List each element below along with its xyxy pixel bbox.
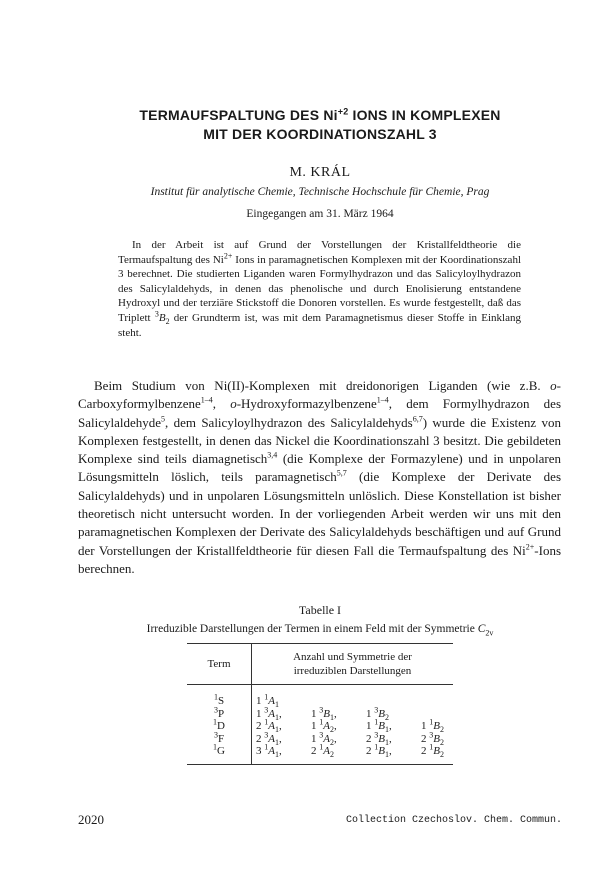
abstract-paragraph: In der Arbeit ist auf Grund der Vorstellungen der Kristallfeldtheorie die Termaufspaltung des $Ni^{2+}$ Ions in paramagnetischen Komplexen mit der Koordinationszahl 3 berechnet. Die studierten Liganden waren Formylhydrazon und das Salicyloylhydrazon des Salicylaldehyds, in denen das phenolische und durch Enolisierung entstandene Hydroxyl und der terziäre Stickstoff die Donoren vorstellen. Es wurde festgestellt, daß das Triplett $^3B_2$ der Grundterm ist, was mit dem Paramagnetismus dieser Stoffe in Einklang steht. <box>118 239 521 339</box>
table-spacer-row <box>187 685 453 696</box>
irreducible-representation: 1 $^1B_1$, <box>366 717 392 735</box>
irreducible-representation: 2 $^3B_2$ <box>421 729 444 747</box>
column-header-representations: Anzahl und Symmetrie der irreduziblen Darstellungen <box>252 644 454 685</box>
irreducible-representation: 1 $^3A_2$, <box>311 729 337 747</box>
term-cell: $^3$P <box>187 708 252 721</box>
table-row <box>187 745 453 764</box>
irreducible-representation: 1 $^3A_1$, <box>256 704 282 722</box>
title-line-2: MIT DER KOORDINATIONSZAHL 3 <box>203 126 437 142</box>
representations-cell <box>252 742 454 764</box>
representations-cell <box>252 704 454 722</box>
term-cell: $^1$S <box>187 695 252 708</box>
author: M. KRÁL <box>289 165 351 180</box>
irreducible-representation: 1 $^3B_1$, <box>311 704 337 722</box>
irreducible-representation: 2 $^1B_2$ <box>421 742 444 760</box>
table-title: Tabelle I <box>298 603 342 617</box>
title-line-1: TERMAUFSPALTUNG DES $Ni^{+2}$ IONS IN KOMPLEXEN <box>139 106 501 123</box>
term-cell: $^1$D <box>187 720 252 733</box>
irreducible-representation: 1 $^1A_1$ <box>256 692 279 710</box>
irreducible-representation: 2 $^1B_1$, <box>366 742 392 760</box>
term-cell: $^1$G <box>187 745 252 764</box>
article-title <box>60 106 580 144</box>
irreducible-representation: 2 $^3A_1$, <box>256 729 282 747</box>
representations-cell <box>252 717 454 735</box>
representations-cell <box>252 729 454 747</box>
irreducible-representation: 3 $^1A_1$, <box>256 742 282 760</box>
irreducible-representation: 1 $^1A_2$, <box>311 717 337 735</box>
term-cell: $^3$F <box>187 733 252 746</box>
affiliation: Institut für analytische Chemie, Technische Hochschule für Chemie, Prag <box>150 186 490 198</box>
representations-cell <box>252 692 454 710</box>
table-header-row <box>187 644 453 685</box>
irreducible-representation: 1 $^3B_2$ <box>366 704 389 722</box>
body-paragraph: Beim Studium von Ni(II)-Komplexen mit dreidonorigen Liganden (wie z.B. o-Carboxyformylbenzene$^{1-4}$, o-Hydroxyformazylbenzene$^{1-4}$, dem Formylhydrazon des Salicylaldehyde$^5$, dem Salicyloylhydrazon des Salicylaldehyds$^{6,7}$) wurde die Existenz von Komplexen festgestellt, in denen das Nickel die Koordinationszahl 3 besitzt. Die gebildeten Komplexe sind teils diamagnetisch$^{3,4}$ (die Komplexe der Formazylene) und in unpolaren Lösungsmitteln löslich, teils paramagnetisch$^{5,7}$ (die Komplexe der Derivate des Salicylaldehyds) und in unpolaren Lösungsmitteln unlöslich. Diese Konstellation ist bisher theoretisch nicht untersucht worden. In der vorliegenden Arbeit werden wir uns mit den paramagnetischen Komplexen der Derivate des Salicylaldehyds beschäftigen und auf Grund der Vorstellungen der Kristallfeldtheorie für diesen Fall die Termaufspaltung des $Ni^{2+}$-Ions berechnen. <box>78 378 561 576</box>
irreducible-representation: 2 $^1A_1$, <box>256 717 282 735</box>
page-number: 2020 <box>78 812 104 827</box>
table-caption: Irreduzible Darstellungen der Termen in einem Feld mit der Symmetrie $C_{2v}$ <box>146 623 494 638</box>
journal-name: Collection Czechoslov. Chem. Commun. <box>345 815 562 826</box>
received-date: Eingegangen am 31. März 1964 <box>246 208 394 220</box>
body-text <box>78 377 561 578</box>
abstract <box>118 238 521 340</box>
irreducible-representation: 1 $^1B_2$ <box>421 717 444 735</box>
column-header-term: Term <box>187 644 252 685</box>
table-body <box>187 685 453 765</box>
term-table <box>187 643 453 765</box>
irreducible-representation: 2 $^1A_2$ <box>311 742 334 760</box>
irreducible-representation: 2 $^3B_1$, <box>366 729 392 747</box>
